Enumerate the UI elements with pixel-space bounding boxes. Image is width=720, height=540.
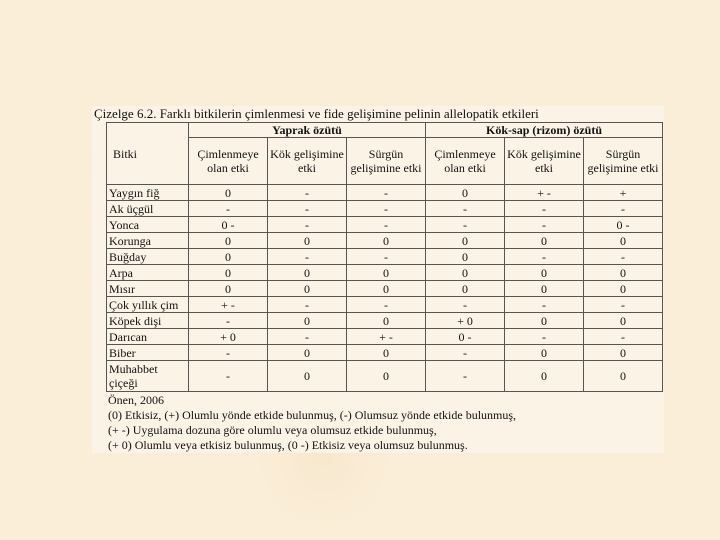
effect-value-cell: 0 (268, 361, 347, 392)
effect-value-cell: - (426, 345, 505, 361)
effect-value-cell: 0 (584, 361, 663, 392)
effect-value-cell: 0 (505, 313, 584, 329)
effect-value-cell: + - (189, 297, 268, 313)
plant-name-cell: Çok yıllık çim (107, 297, 189, 313)
table-row (107, 249, 663, 265)
legend-line: (+ -) Uygulama dozuna göre olumlu veya olumsuz etkide bulunmuş, (108, 423, 437, 437)
effect-value-cell: 0 (584, 233, 663, 249)
effect-value-cell: - (505, 297, 584, 313)
effect-value-cell: 0 (268, 233, 347, 249)
effect-value-cell: - (505, 249, 584, 265)
effect-value-cell: 0 (505, 345, 584, 361)
effect-value-cell: - (268, 201, 347, 217)
effect-value-cell: 0 (426, 281, 505, 297)
effect-value-cell: - (347, 217, 426, 233)
plant-name-cell: Mısır (107, 281, 189, 297)
subheader-root-root-growth: Kök gelişimine etki (505, 138, 584, 185)
effect-value-cell: - (426, 217, 505, 233)
effect-value-cell: 0 - (584, 217, 663, 233)
effect-value-cell: - (268, 249, 347, 265)
effect-value-cell: 0 - (189, 217, 268, 233)
subheader-leaf-germination: Çimlenmeye olan etki (189, 138, 268, 185)
effect-value-cell: - (189, 345, 268, 361)
table-caption: Çizelge 6.2. Farklı bitkilerin çimlenmesi ve fide gelişimine pelinin allelopatik etkileri (94, 106, 539, 121)
plant-name-cell: Yonca (107, 217, 189, 233)
table-row (107, 313, 663, 329)
effect-value-cell: 0 (189, 265, 268, 281)
subheader-root-shoot-growth: Sürgün gelişimine etki (584, 138, 663, 185)
effect-value-cell: 0 (505, 281, 584, 297)
effect-value-cell: + 0 (426, 313, 505, 329)
effect-value-cell: - (189, 313, 268, 329)
effect-value-cell: - (268, 217, 347, 233)
plant-name-cell: Muhabbet çiçeği (107, 361, 189, 392)
subheader-leaf-root-growth: Kök gelişimine etki (268, 138, 347, 185)
effect-value-cell: 0 (505, 361, 584, 392)
effect-value-cell: + - (347, 329, 426, 345)
table-row (107, 361, 663, 392)
table-document (92, 106, 664, 453)
plant-name-cell: Yaygın fiğ (107, 185, 189, 201)
table-row (107, 201, 663, 217)
effect-value-cell: - (189, 201, 268, 217)
effect-value-cell: - (347, 201, 426, 217)
plant-name-cell: Darıcan (107, 329, 189, 345)
subheader-root-germination: Çimlenmeye olan etki (426, 138, 505, 185)
effect-value-cell: 0 (426, 185, 505, 201)
effect-value-cell: 0 (505, 233, 584, 249)
table-row (107, 217, 663, 233)
effect-value-cell: 0 (584, 313, 663, 329)
plant-name-cell: Ak üçgül (107, 201, 189, 217)
plant-name-cell: Biber (107, 345, 189, 361)
effect-value-cell: 0 (426, 265, 505, 281)
effect-value-cell: 0 (189, 233, 268, 249)
effect-value-cell: 0 (584, 345, 663, 361)
effect-value-cell: 0 (347, 361, 426, 392)
effect-value-cell: - (505, 329, 584, 345)
legend-line: (+ 0) Olumlu veya etkisiz bulunmuş, (0 -) Etkisiz veya olumsuz bulunmuş. (108, 438, 468, 452)
plant-name-cell: Korunga (107, 233, 189, 249)
effect-value-cell: - (505, 201, 584, 217)
effect-value-cell: - (347, 249, 426, 265)
effect-value-cell: 0 (189, 281, 268, 297)
effect-value-cell: - (584, 297, 663, 313)
table-row (107, 185, 663, 201)
group-header-root-extract: Kök-sap (rizom) özütü (426, 123, 663, 138)
group-header-leaf-extract: Yaprak özütü (189, 123, 426, 138)
effect-value-cell: - (268, 185, 347, 201)
effect-value-cell: - (426, 201, 505, 217)
effect-value-cell: 0 (347, 281, 426, 297)
allelopathy-table (106, 122, 663, 392)
effect-value-cell: 0 (268, 345, 347, 361)
effect-value-cell: - (268, 329, 347, 345)
effect-value-cell: 0 (347, 345, 426, 361)
effect-value-cell: 0 (347, 265, 426, 281)
effect-value-cell: 0 (268, 313, 347, 329)
effect-value-cell: 0 (189, 249, 268, 265)
effect-value-cell: 0 (584, 281, 663, 297)
table-row (107, 265, 663, 281)
effect-value-cell: - (584, 201, 663, 217)
table-row (107, 233, 663, 249)
effect-value-cell: - (426, 297, 505, 313)
effect-value-cell: 0 (584, 265, 663, 281)
effect-value-cell: 0 (268, 265, 347, 281)
effect-value-cell: + (584, 185, 663, 201)
effect-value-cell: - (189, 361, 268, 392)
table-row (107, 281, 663, 297)
source-note: Önen, 2006 (108, 393, 164, 407)
plant-name-cell: Arpa (107, 265, 189, 281)
effect-value-cell: + - (505, 185, 584, 201)
effect-value-cell: 0 (268, 281, 347, 297)
table-row (107, 297, 663, 313)
effect-value-cell: 0 (426, 233, 505, 249)
plant-column-header: Bitki (107, 123, 189, 185)
effect-value-cell: + 0 (189, 329, 268, 345)
plant-name-cell: Köpek dişi (107, 313, 189, 329)
subheader-leaf-shoot-growth: Sürgün gelişimine etki (347, 138, 426, 185)
effect-value-cell: - (505, 217, 584, 233)
table-row (107, 345, 663, 361)
effect-value-cell: - (584, 329, 663, 345)
plant-name-cell: Buğday (107, 249, 189, 265)
effect-value-cell: 0 (347, 313, 426, 329)
table-body (107, 185, 663, 392)
effect-value-cell: 0 - (426, 329, 505, 345)
table-row (107, 329, 663, 345)
table-notes (108, 392, 664, 453)
effect-value-cell: 0 (347, 233, 426, 249)
effect-value-cell: 0 (426, 249, 505, 265)
effect-value-cell: 0 (189, 185, 268, 201)
effect-value-cell: - (268, 297, 347, 313)
effect-value-cell: 0 (505, 265, 584, 281)
effect-value-cell: - (347, 185, 426, 201)
effect-value-cell: - (584, 249, 663, 265)
effect-value-cell: - (347, 297, 426, 313)
legend-line: (0) Etkisiz, (+) Olumlu yönde etkide bulunmuş, (-) Olumsuz yönde etkide bulunmuş, (108, 408, 517, 422)
effect-value-cell: - (426, 361, 505, 392)
